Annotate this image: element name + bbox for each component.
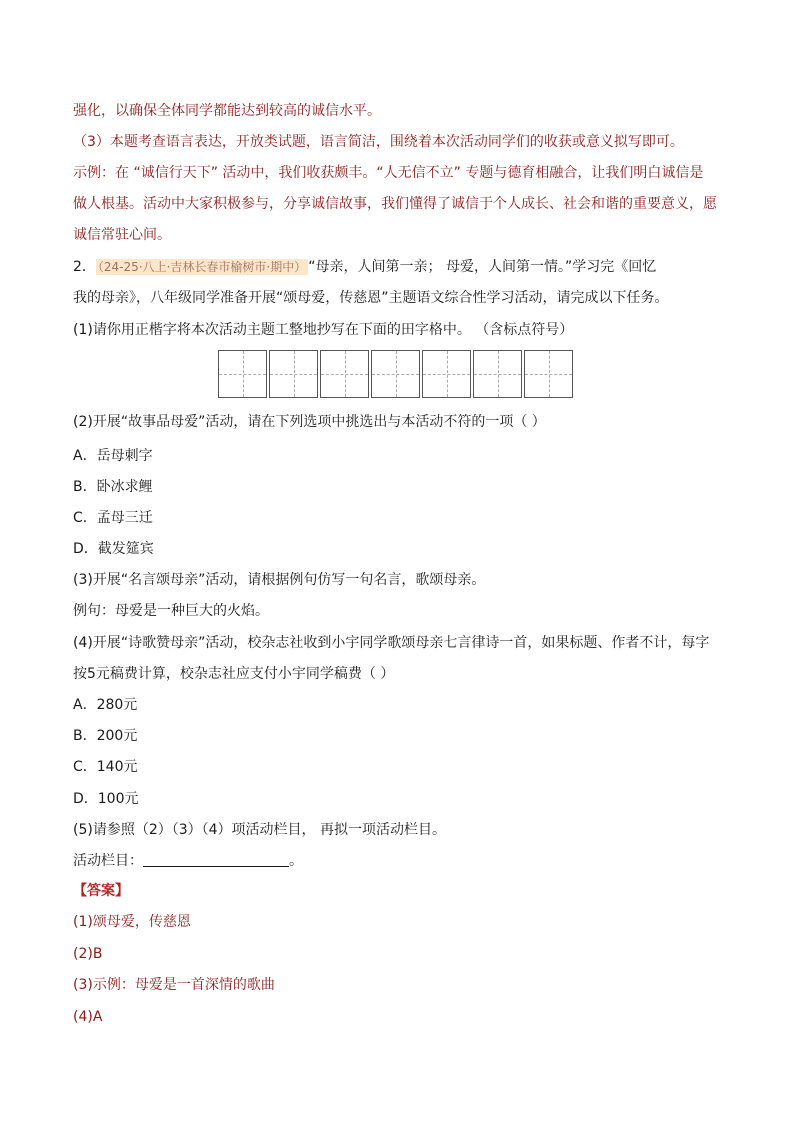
task-3-example: 例句：母爱是一种巨大的火焰。 xyxy=(73,603,269,619)
intro-text: “母亲，人间第一亲； 母爱，人间第一情。”学习完《回忆 xyxy=(308,259,657,275)
task-1: (1)请你用正楷字将本次活动主题工整地抄写在下面的田字格中。 （含标点符号） xyxy=(73,322,574,338)
prev-answer-line: 诚信常驻心间。 xyxy=(73,227,171,243)
answer-item: (4)A xyxy=(73,1009,103,1025)
grid-cell[interactable] xyxy=(320,350,369,398)
grid-cell[interactable] xyxy=(524,350,573,398)
task-4-option-a[interactable]: A．280元 xyxy=(73,697,138,713)
prev-answer-line: 示例：在 “诚信行天下” 活动中，我们收获颇丰。“人无信不立” 专题与德育相融合，让我们明白诚信是 xyxy=(73,165,704,181)
task-4-option-b[interactable]: B．200元 xyxy=(73,728,138,744)
task-5-answer-line xyxy=(73,851,303,871)
question-intro-cont: 我的母亲》，八年级同学准备开展“颂母爱，传慈恩”主题语文综合性学习活动，请完成以下任务。 xyxy=(73,290,669,306)
task-5: (5)请参照（2）（3）（4）项活动栏目， 再拟一项活动栏目。 xyxy=(73,822,447,838)
grid-cell[interactable] xyxy=(218,350,267,398)
task-4: (4)开展“诗歌赞母亲”活动，校杂志社收到小宇同学歌颂母亲七言律诗一首，如果标题、作者不计，每字 xyxy=(73,635,710,651)
grid-cell[interactable] xyxy=(371,350,420,398)
question-intro xyxy=(73,257,656,277)
task-4-option-c[interactable]: C．140元 xyxy=(73,759,138,775)
grid-cell[interactable] xyxy=(422,350,471,398)
prev-answer-line: （3）本题考查语言表达，开放类试题，语言简洁，围绕着本次活动同学们的收获或意义拟写即可。 xyxy=(73,134,684,150)
source-tag: （24-25·八上·吉林长春市榆树市·期中） xyxy=(97,260,307,274)
answer-item: (1)颂母爱，传慈恩 xyxy=(73,914,191,930)
task-4-option-d[interactable]: D．100元 xyxy=(73,791,139,807)
task-5-end: 。 xyxy=(289,853,303,869)
grid-cell[interactable] xyxy=(473,350,522,398)
answer-item: (3)示例：母爱是一首深情的歌曲 xyxy=(73,977,275,993)
grid-cell[interactable] xyxy=(269,350,318,398)
answer-heading: 【答案】 xyxy=(73,883,129,899)
answer-item: (2)B xyxy=(73,946,103,962)
task-2-option-a[interactable]: A．岳母刺字 xyxy=(73,448,153,464)
task-3: (3)开展“名言颂母亲”活动，请根据例句仿写一句名言，歌颂母亲。 xyxy=(73,572,486,588)
tianzige-grid[interactable] xyxy=(218,350,575,398)
task-5-blank[interactable] xyxy=(143,852,289,867)
task-2-option-c[interactable]: C．孟母三迁 xyxy=(73,510,153,526)
task-2: (2)开展“故事品母爱”活动，请在下列选项中挑选出与本活动不符的一项（ ） xyxy=(73,414,546,430)
prev-answer-line: 做人根基。活动中大家积极参与，分享诚信故事，我们懂得了诚信于个人成长、社会和谐的重要意义，愿 xyxy=(73,196,717,212)
task-4-cont: 按5元稿费计算，校杂志社应支付小宇同学稿费（ ） xyxy=(73,666,395,682)
prev-answer-line: 强化，以确保全体同学都能达到较高的诚信水平。 xyxy=(73,103,381,119)
question-number: 2． xyxy=(73,259,96,275)
task-2-option-d[interactable]: D．截发筵宾 xyxy=(73,541,154,557)
task-2-option-b[interactable]: B．卧冰求鲤 xyxy=(73,479,153,495)
task-5-label: 活动栏目： xyxy=(73,853,143,869)
